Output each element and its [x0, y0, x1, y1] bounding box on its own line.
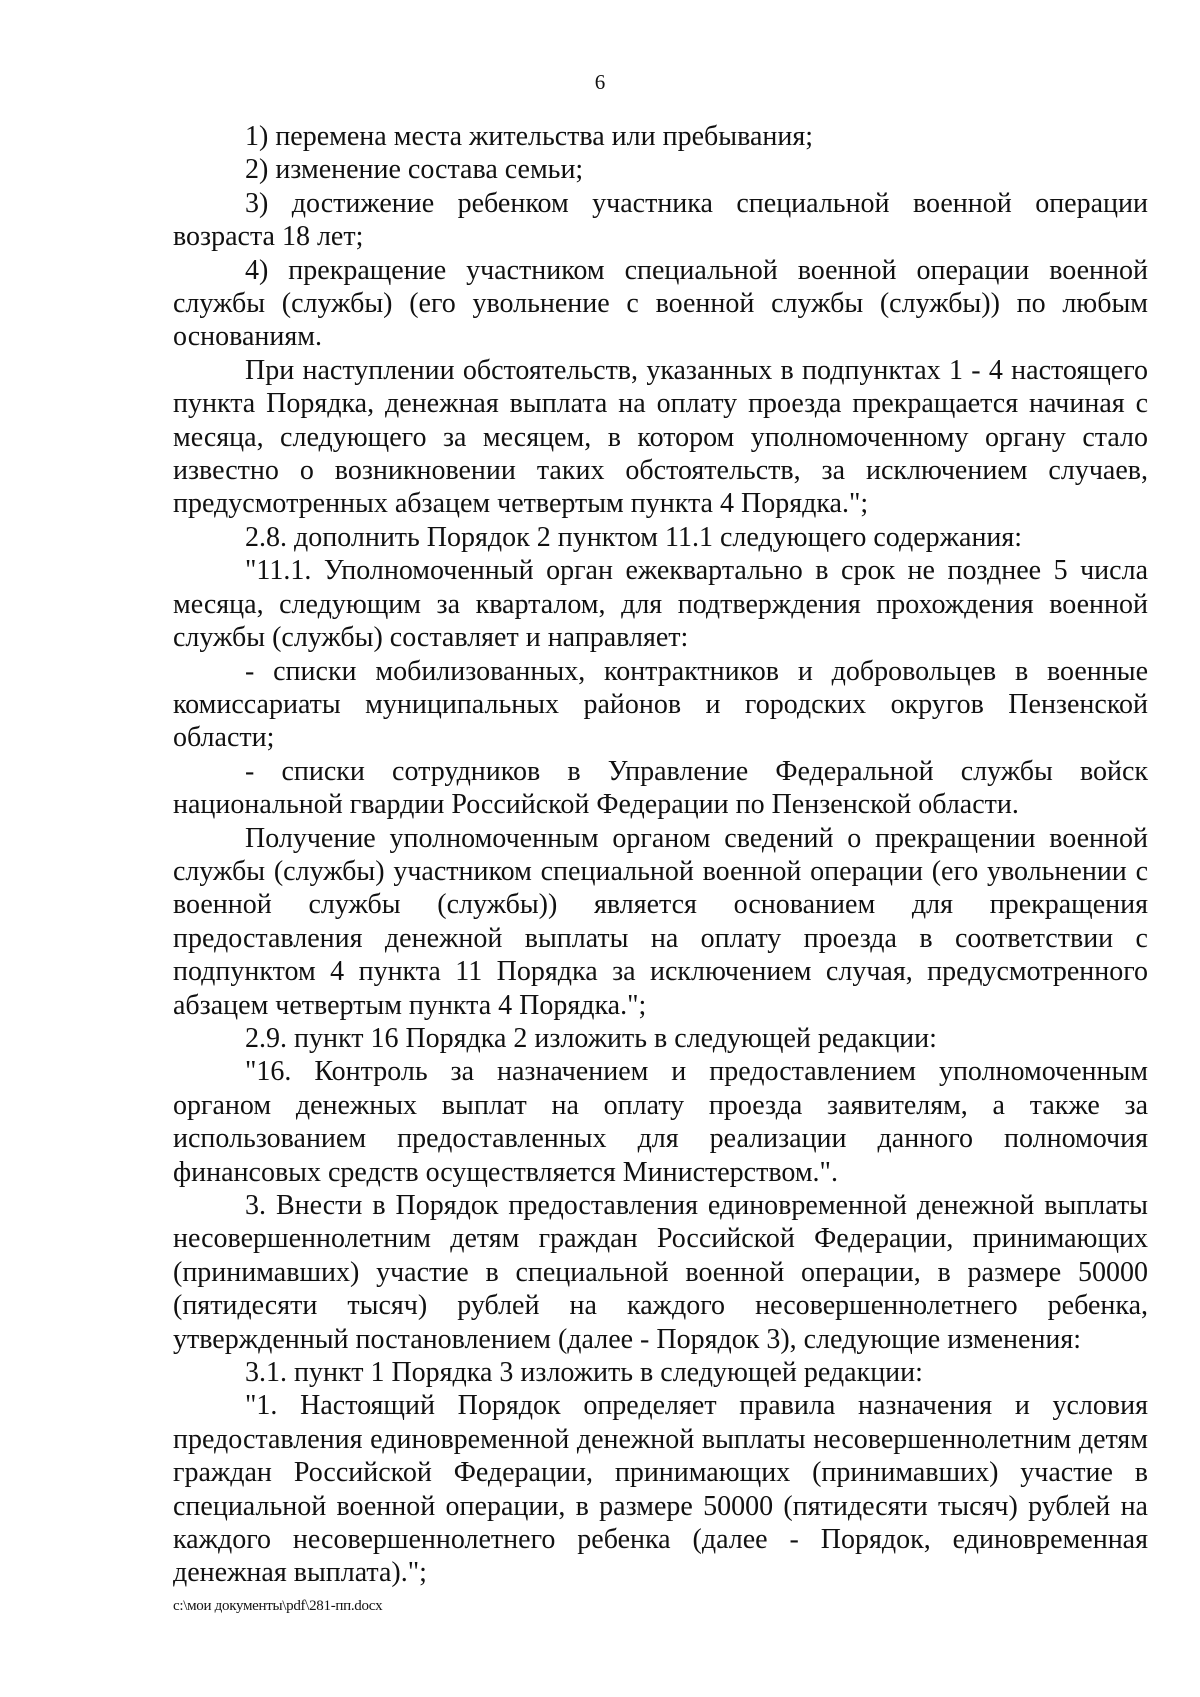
paragraph-16: "16. Контроль за назначением и предоставлением уполномоченным органом денежных выплат на оплату проезда заявителям, а также за использованием предоставленных для реализации данного полномочия финансовых средств осуществляется Министерством.".: [173, 1056, 1148, 1188]
paragraph-list-item-1: 1) перемена места жительства или пребывания;: [245, 121, 813, 152]
paragraph-lists-mobilized: - списки мобилизованных, контрактников и добровольцев в военные комиссариаты муниципальных районов и городских округов Пензенской области;: [173, 655, 1148, 754]
paragraph-3-1: 3.1. пункт 1 Порядка 3 изложить в следующей редакции:: [245, 1357, 923, 1389]
paragraph-list-item-4: 4) прекращение участником специальной военной операции военной службы (службы) (его увольнение с военной службы (службы)) по любым основаниям.: [173, 254, 1148, 353]
paragraph-list-item-2: 2) изменение состава семьи;: [245, 154, 584, 186]
page-number: 6: [594, 70, 606, 94]
paragraph-1-new: "1. Настоящий Порядок определяет правила назначения и условия предоставления единовременной денежной выплаты несовершеннолетним детям граждан Российской Федерации, принимающих (принимавших) участие в специальной военной операции, в размере 50000 (пятидесяти тысяч) рублей на каждого несовершеннолетнего ребенка (далее - Порядок, единовременная денежная выплата).";: [173, 1390, 1148, 1589]
paragraph-lists-employees: - списки сотрудников в Управление Федеральной службы войск национальной гвардии Российской Федерации по Пензенской области.: [173, 755, 1148, 821]
paragraph-termination-info: Получение уполномоченным органом сведений о прекращении военной службы (службы) участником специальной военной операции (его увольнении с военной службы (службы)) является основанием для прекращения предоставления денежной выплаты на оплату проезда в соответствии с подпунктом 4 пункта 11 Порядка за исключением случая, предусмотренного абзацем четвертым пункта 4 Порядка.";: [173, 822, 1148, 1021]
paragraph-3: 3. Внести в Порядок предоставления единовременной денежной выплаты несовершеннолетним детям граждан Российской Федерации, принимающих (принимавших) участие в специальной военной операции, в размере 50000 (пятидесяти тысяч) рублей на каждого несовершеннолетнего ребенка, утвержденный постановлением (далее - Порядок 3), следующие изменения:: [173, 1190, 1148, 1355]
footer-file-path: c:\мои документы\pdf\281-пп.docx: [173, 1598, 383, 1614]
paragraph-circumstances: При наступлении обстоятельств, указанных в подпунктах 1 - 4 настоящего пункта Порядка, денежная выплата на оплату проезда прекращается начиная с месяца, следующего за месяцем, в котором уполномоченному органу стало известно о возникновении таких обстоятельств, за исключением случаев, предусмотренных абзацем четвертым пункта 4 Порядка.";: [173, 354, 1148, 520]
paragraph-2-9: 2.9. пункт 16 Порядка 2 изложить в следующей редакции:: [245, 1022, 937, 1054]
paragraph-2-8: 2.8. дополнить Порядок 2 пунктом 11.1 следующего содержания:: [245, 521, 1023, 553]
paragraph-list-item-3: 3) достижение ребенком участника специальной военной операции возраста 18 лет;: [173, 187, 1148, 253]
document-body: [173, 120, 1148, 1590]
paragraph-11-1: "11.1. Уполномоченный орган ежеквартально в срок не позднее 5 числа месяца, следующим за кварталом, для подтверждения прохождения военной службы (службы) составляет и направляет:: [173, 555, 1148, 654]
